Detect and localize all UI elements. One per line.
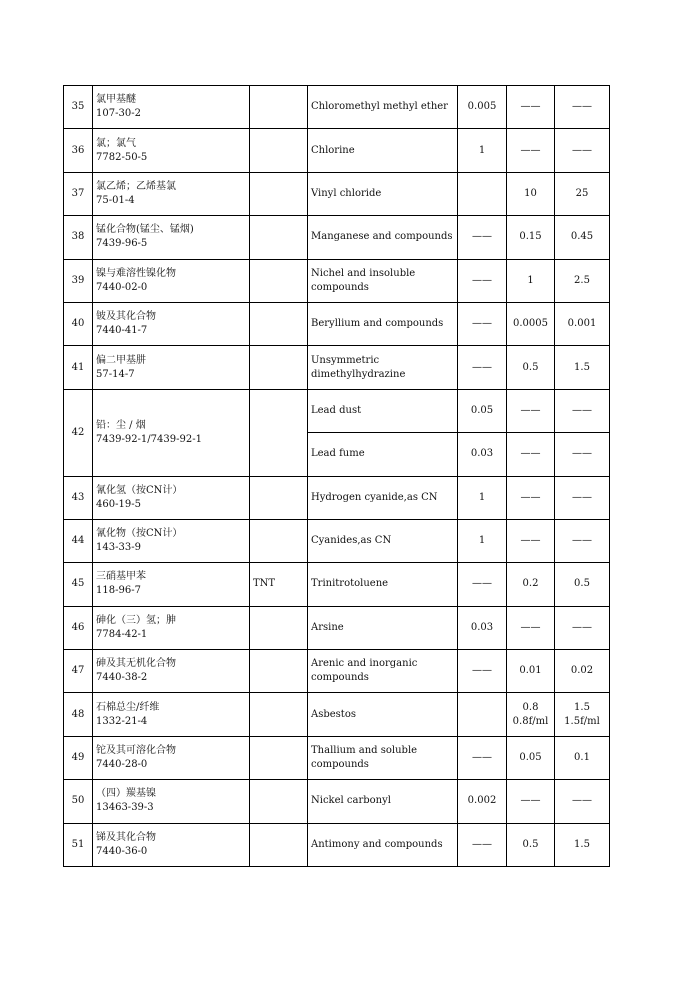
twa-value-text: 0.8f/ml [512,715,549,727]
english-name-text: Trinitrotoluene [311,578,389,590]
abbreviation [250,259,308,302]
table-row [64,563,610,606]
row-number [64,519,93,562]
row-number-text: 39 [71,274,85,286]
stel-value [555,172,610,215]
row-number-text: 41 [71,361,85,373]
english-name-text: Nickel carbonyl [311,795,391,807]
english-name [308,650,458,693]
abbreviation [250,129,308,172]
row-number-text: 48 [71,708,85,720]
stel-value [555,259,610,302]
english-name-text: Chloromethyl methyl ether [311,101,448,113]
twa-value-text: —— [520,144,541,156]
row-number [64,86,93,129]
row-number [64,346,93,389]
stel-value-text: 2.5 [574,274,590,286]
twa-value [507,433,555,476]
twa-value-text: —— [520,101,541,113]
mac-value [458,433,507,476]
english-name [308,823,458,866]
table-row [64,129,610,172]
table-body [64,86,610,867]
row-number [64,216,93,259]
mac-value-text: —— [472,665,492,677]
table-row [64,650,610,693]
english-name-text: Chlorine [311,144,355,156]
mac-value-text: —— [472,838,492,850]
mac-value-text: —— [472,752,492,764]
row-number-text: 51 [71,838,85,850]
table-row [64,302,610,345]
table-row [64,519,610,562]
substance-name [93,823,250,866]
twa-value-text: 1 [527,274,534,286]
english-name [308,519,458,562]
substance-name-text: 7440-41-7 [96,325,148,337]
row-number [64,606,93,649]
stel-value-text: —— [572,621,592,633]
twa-value-text: 0.2 [522,578,539,590]
substance-name [93,302,250,345]
twa-value-text: 0.0005 [513,318,548,330]
mac-value [458,389,507,432]
table-row [64,823,610,866]
stel-value [555,780,610,823]
english-name-text: dimethylhydrazine [311,368,406,380]
substance-name-text: 石棉总尘/纤维 [96,701,160,713]
row-number-text: 43 [71,491,85,503]
twa-value [507,780,555,823]
twa-value [507,736,555,779]
substance-name-text: 7439-96-5 [96,238,148,250]
english-name-text: Asbestos [311,708,356,720]
row-number [64,693,93,736]
substance-name-text: 锰化合物(锰尘、锰烟) [96,224,194,236]
mac-value [458,172,507,215]
abbreviation [250,476,308,519]
twa-value-text: —— [520,621,541,633]
mac-value [458,606,507,649]
twa-value-text: 0.5 [522,361,539,373]
twa-value [507,216,555,259]
english-name [308,389,458,432]
substance-name [93,606,250,649]
stel-value [555,302,610,345]
mac-value [458,302,507,345]
stel-value-text: 1.5 [574,361,590,373]
stel-value [555,823,610,866]
twa-value [507,563,555,606]
stel-value-text: 0.1 [574,752,590,764]
row-number [64,259,93,302]
english-name-text: compounds [311,759,369,771]
english-name-text: Arsine [311,621,344,633]
substance-name [93,736,250,779]
stel-value-text: —— [572,795,592,807]
substance-name-text: 7440-28-0 [96,759,148,771]
abbreviation [250,650,308,693]
substance-name-text: 7784-42-1 [96,628,148,640]
row-number-text: 47 [71,665,85,677]
mac-value [458,216,507,259]
english-name [308,216,458,259]
twa-value-text: 10 [524,187,537,199]
substance-name-text: 氰化氢（按CN计） [96,484,183,496]
english-name-text: compounds [311,672,369,684]
twa-value [507,823,555,866]
english-name [308,433,458,476]
stel-value [555,563,610,606]
english-name-text: Thallium and soluble [311,745,418,757]
mac-value-text: —— [472,231,492,243]
twa-value [507,259,555,302]
table-row [64,86,610,129]
row-number-text: 35 [71,101,85,113]
mac-value [458,476,507,519]
abbreviation [250,216,308,259]
stel-value [555,216,610,259]
substance-name-text: 三硝基甲苯 [96,571,146,583]
row-number [64,563,93,606]
stel-value-text: —— [572,101,592,113]
row-number [64,302,93,345]
mac-value-text: —— [472,318,492,330]
mac-value [458,519,507,562]
twa-value-text: 0.15 [519,231,542,243]
table-row [64,693,610,736]
row-number-text: 42 [71,426,85,438]
row-number-text: 36 [71,144,85,156]
twa-value-text: 0.5 [522,838,539,850]
row-number-text: 46 [71,621,85,633]
english-name [308,780,458,823]
mac-value [458,693,507,736]
english-name [308,563,458,606]
english-name-text: Beryllium and compounds [311,318,444,330]
mac-value [458,129,507,172]
substance-name [93,129,250,172]
stel-value-text: 1.5 [574,838,590,850]
row-number-text: 45 [71,578,85,590]
mac-value-text: 1 [478,491,486,503]
mac-value [458,346,507,389]
oel-table [63,85,610,867]
substance-name [93,650,250,693]
stel-value [555,433,610,476]
twa-value [507,129,555,172]
stel-value-text: 25 [575,187,589,199]
stel-value-text: —— [572,404,592,416]
substance-name-text: 118-96-7 [96,585,141,597]
stel-value [555,86,610,129]
english-name [308,346,458,389]
english-name-text: Lead dust [311,404,362,416]
stel-value [555,389,610,432]
substance-name-text: 7782-50-5 [96,151,148,163]
substance-name [93,389,250,476]
substance-name [93,216,250,259]
substance-name-text: 7440-38-2 [96,672,148,684]
stel-value-text: —— [572,491,592,503]
substance-name [93,476,250,519]
row-number [64,389,93,476]
stel-value [555,346,610,389]
substance-name [93,86,250,129]
row-number [64,129,93,172]
abbreviation [250,606,308,649]
english-name [308,86,458,129]
english-name [308,476,458,519]
mac-value [458,259,507,302]
row-number-text: 44 [71,535,85,547]
stel-value-text: —— [572,535,592,547]
substance-name-text: 砷化（三）氢；胂 [96,614,176,626]
substance-name [93,346,250,389]
english-name-text: Nichel and insoluble [311,267,416,279]
substance-name-text: 57-14-7 [96,368,135,380]
abbreviation [250,823,308,866]
table-row [64,346,610,389]
mac-value-text: 0.005 [467,101,497,113]
substance-name-text: 铍及其化合物 [96,311,156,323]
english-name-text: Manganese and compounds [311,231,453,243]
abbreviation [250,86,308,129]
substance-name-text: 偏二甲基肼 [96,354,146,366]
mac-value-text: 0.03 [470,448,494,460]
mac-value-text: —— [472,578,492,590]
english-name-text: Antimony and compounds [311,838,443,850]
abbreviation [250,693,308,736]
substance-name-text: （四）羰基镍 [96,788,156,800]
substance-name-text: 143-33-9 [96,542,141,554]
row-number-text: 49 [71,752,85,764]
row-number [64,476,93,519]
stel-value-text: —— [572,144,592,156]
substance-name-text: 镍与难溶性镍化物 [96,267,176,279]
english-name [308,129,458,172]
table-row [64,259,610,302]
table-row [64,389,610,432]
abbreviation [250,736,308,779]
abbreviation [250,346,308,389]
twa-value-text: 0.8 [522,701,539,713]
stel-value-text: 1.5f/ml [564,715,600,727]
table-row [64,172,610,215]
substance-name-text: 氰化物（按CN计） [96,528,183,540]
substance-name [93,259,250,302]
english-name-text: Vinyl chloride [311,187,382,199]
row-number [64,172,93,215]
row-number-text: 38 [71,231,85,243]
substance-name-text: 7439-92-1/7439-92-1 [96,433,202,445]
english-name-text: Cyanides,as CN [311,535,392,547]
twa-value [507,346,555,389]
stel-value [555,519,610,562]
stel-value [555,476,610,519]
substance-name-text: 1332-21-4 [96,715,148,727]
twa-value [507,693,555,736]
abbreviation [250,302,308,345]
table-row [64,780,610,823]
abbreviation [250,780,308,823]
twa-value [507,172,555,215]
stel-value [555,736,610,779]
stel-value-text: 0.45 [570,231,594,243]
twa-value-text: —— [520,491,541,503]
stel-value-text: —— [572,448,592,460]
abbreviation [250,389,308,476]
english-name [308,736,458,779]
substance-name-text: 锑及其化合物 [96,831,156,843]
english-name [308,172,458,215]
substance-name-text: 7440-02-0 [96,281,148,293]
twa-value [507,650,555,693]
substance-name-text: 氯甲基醚 [96,94,136,106]
english-name-text: Unsymmetric [311,354,380,366]
substance-name-text: 氯乙烯；乙烯基氯 [96,180,176,192]
stel-value-text: 0.5 [574,578,590,590]
substance-name [93,693,250,736]
mac-value [458,823,507,866]
twa-value-text: 0.05 [519,752,542,764]
row-number [64,650,93,693]
row-number-text: 50 [71,795,85,807]
abbreviation [250,519,308,562]
stel-value [555,606,610,649]
english-name-text: Lead fume [311,448,365,460]
stel-value [555,693,610,736]
stel-value [555,129,610,172]
row-number [64,780,93,823]
english-name-text: Arenic and inorganic [311,658,418,670]
substance-name-text: 铊及其可溶化合物 [96,745,176,757]
twa-value-text: 0.01 [519,665,542,677]
english-name [308,606,458,649]
substance-name-text: 13463-39-3 [96,802,154,814]
mac-value-text: 0.05 [470,404,494,416]
substance-name [93,519,250,562]
abbreviation-text: TNT [253,578,276,590]
substance-name [93,172,250,215]
stel-value-text: 0.02 [570,665,594,677]
substance-name-text: 氯；氯气 [96,137,136,149]
mac-value-text: 1 [478,144,486,156]
row-number-text: 37 [71,187,85,199]
stel-value-text: 0.001 [567,318,597,330]
twa-value [507,389,555,432]
mac-value [458,563,507,606]
mac-value [458,780,507,823]
twa-value-text: —— [520,795,541,807]
table-row [64,476,610,519]
row-number [64,736,93,779]
english-name-text: Hydrogen cyanide,as CN [311,491,438,503]
twa-value [507,86,555,129]
mac-value-text: 0.03 [470,621,494,633]
table-row [64,736,610,779]
mac-value-text: —— [472,274,492,286]
abbreviation [250,563,308,606]
twa-value [507,302,555,345]
substance-name-text: 铅：尘 / 烟 [96,419,146,431]
substance-name-text: 460-19-5 [96,498,141,510]
twa-value [507,519,555,562]
mac-value [458,736,507,779]
twa-value [507,476,555,519]
twa-value-text: —— [520,404,541,416]
substance-name-text: 砷及其无机化合物 [96,658,176,670]
abbreviation [250,172,308,215]
substance-name [93,780,250,823]
substance-name-text: 75-01-4 [96,194,135,206]
table-row [64,606,610,649]
row-number-text: 40 [71,318,85,330]
row-number [64,823,93,866]
mac-value-text: —— [472,361,492,373]
twa-value [507,606,555,649]
mac-value-text: 1 [478,535,486,547]
table-row [64,216,610,259]
twa-value-text: —— [520,448,541,460]
english-name [308,693,458,736]
english-name-text: compounds [311,281,369,293]
twa-value-text: —— [520,535,541,547]
substance-name [93,563,250,606]
stel-value-text: 1.5 [574,701,590,713]
mac-value [458,650,507,693]
substance-name-text: 107-30-2 [96,108,141,120]
mac-value-text: 0.002 [467,795,497,807]
english-name [308,302,458,345]
substance-name-text: 7440-36-0 [96,845,148,857]
english-name [308,259,458,302]
mac-value [458,86,507,129]
stel-value [555,650,610,693]
